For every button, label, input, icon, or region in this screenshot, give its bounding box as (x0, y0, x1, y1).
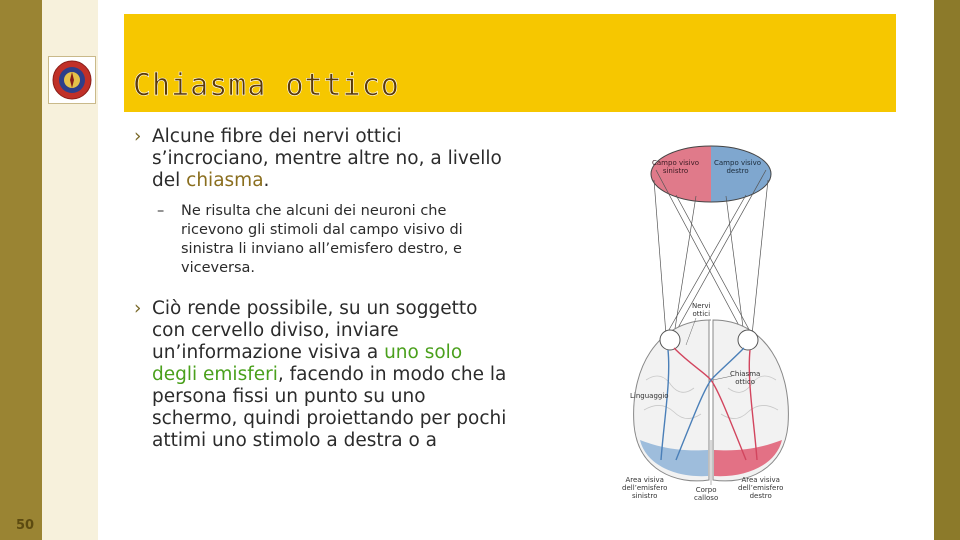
highlight-one-hemisphere: uno solo degli emisferi (152, 342, 463, 385)
bullet-split-brain (132, 298, 512, 452)
slide-content (132, 126, 512, 452)
bullet-text: Alcune fibre dei nervi ottici s’incrociano, mentre altre no, a livello del (152, 126, 502, 191)
optic-chiasm-diagram (616, 140, 806, 520)
right-eye (738, 330, 758, 350)
bullet-marker: › (134, 298, 142, 319)
left-accent-bar (0, 0, 42, 540)
bullet-marker: › (134, 126, 142, 147)
slide-number: 50 (16, 518, 35, 533)
bullet-text-end: . (263, 170, 270, 191)
logo-seal-icon (51, 59, 93, 101)
brain-visual-pathway-illustration (616, 140, 806, 520)
bullet-text: Ciò rende possibile, su un soggetto con cervello diviso, inviare un’informazione visiva a (152, 298, 478, 363)
label-corpus-callosum: Corpo calloso (694, 486, 719, 502)
label-left-visual-field: Campo visivo sinistro (652, 159, 700, 175)
sub-bullet-marker: – (157, 203, 165, 219)
sub-bullet-text: Ne risulta che alcuni dei neuroni che ricevono gli stimoli dal campo visivo di sinistra li inviano all’emisfero destro, e viceversa. (181, 203, 463, 276)
sub-bullet-crossing (157, 202, 501, 278)
label-optic-nerves: Nervi ottici (692, 302, 711, 318)
highlight-chiasma: chiasma (186, 170, 264, 191)
label-right-visual-area: Area visiva dell’emisfero destro (738, 476, 784, 500)
university-logo (48, 56, 96, 104)
label-optic-chiasm: Chiasma ottico (730, 370, 761, 386)
slide-title: Chiasma ottico (133, 68, 400, 103)
label-left-visual-area: Area visiva dell’emisfero sinistro (622, 476, 668, 500)
bullet-text-end: , facendo in modo che la persona fissi un punto su uno schermo, quindi proiettando per pochi attimi uno stimolo a destra o a (152, 364, 507, 451)
label-right-visual-field: Campo visivo destro (714, 159, 762, 175)
label-language: Linguaggio (630, 392, 669, 400)
right-accent-bar (934, 0, 960, 540)
bullet-chiasma (132, 126, 512, 192)
left-eye (660, 330, 680, 350)
